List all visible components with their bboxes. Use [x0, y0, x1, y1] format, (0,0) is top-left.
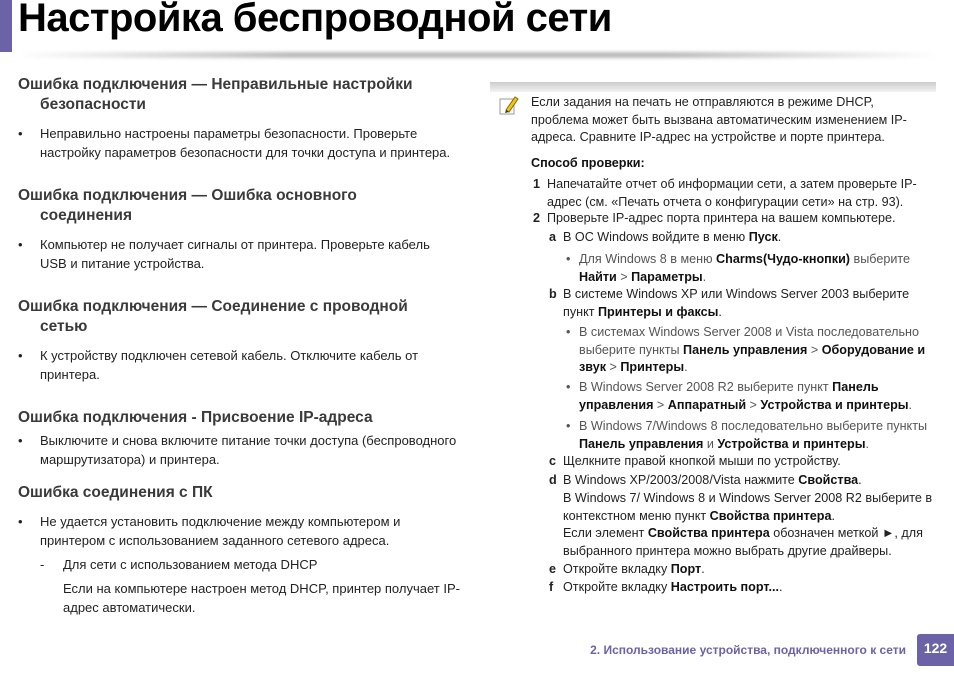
- ui-term: Панель управления: [579, 436, 704, 451]
- ui-term: Панель управления: [683, 342, 808, 357]
- step-marker: f: [549, 580, 554, 594]
- step-text: [563, 472, 936, 490]
- bullet-item: • Неправильно настроены параметры безопасности. Проверьте настройку параметров безопасности для точки доступа и принтера.: [18, 126, 451, 160]
- text-segment: .: [778, 580, 783, 594]
- step-text: [563, 286, 936, 321]
- step-text: [579, 418, 936, 453]
- pencil-note-icon: [498, 94, 520, 116]
- step-marker: c: [549, 454, 557, 468]
- step-marker: •: [566, 380, 571, 394]
- text-segment: Напечатайте отчет об информации сети, а затем проверьте IP-адрес (см. «Печать отчета о конфигурации сети» на стр. 93).: [547, 177, 917, 209]
- section-heading: Ошибка подключения — Соединение с проводной сетью: [18, 298, 408, 335]
- step-marker: •: [566, 325, 571, 339]
- text-segment: .: [701, 562, 705, 576]
- ui-term: Порт: [670, 562, 702, 576]
- text-segment: В Windows 7/ Windows 8 и Windows Server 2008 R2 выберите в контекстном меню пункт: [563, 491, 933, 523]
- ui-term: Аппаратный: [667, 397, 747, 412]
- ui-term: Оборудование и звук: [579, 342, 926, 374]
- step-item: [549, 453, 936, 471]
- text-segment: Для Windows 8 в меню: [579, 252, 717, 266]
- text-segment: выберите: [850, 252, 911, 266]
- step-marker: 1: [533, 177, 541, 191]
- step-marker: 2: [533, 211, 541, 225]
- text-segment: >: [606, 360, 621, 374]
- step-text: [563, 453, 936, 471]
- step-item: [566, 251, 936, 286]
- text-segment: .: [777, 230, 782, 244]
- step-item: [566, 379, 936, 414]
- section-heading: Ошибка подключения - Присвоение IP-адреса: [18, 409, 373, 426]
- text-segment: >: [746, 397, 761, 412]
- step-item: [549, 561, 936, 579]
- footer-chapter: 2. Использование устройства, подключенного к сети: [590, 643, 906, 657]
- step-marker: •: [566, 419, 571, 433]
- text-segment: .: [718, 304, 722, 319]
- page-title: Настройка беспроводной сети: [18, 0, 612, 40]
- ui-term: Настроить порт...: [670, 580, 779, 594]
- step-marker: b: [549, 287, 557, 301]
- step-item: [549, 472, 936, 490]
- step-text: [563, 229, 936, 247]
- ui-term: Параметры: [631, 269, 703, 284]
- text-segment: и: [703, 436, 718, 451]
- ui-term: Charms(Чудо-кнопки): [716, 252, 851, 266]
- text-segment: обозначен меткой ►, для выбранного принтера можно выбрать другие драйверы.: [563, 526, 923, 558]
- text-segment: В Windows XP/2003/2008/Vista нажмите: [563, 473, 799, 487]
- ui-term: Свойства: [798, 473, 859, 487]
- note-text: Если задания на печать не отправляются в режиме DHCP, проблема может быть вызвана автоматическим изменением IP-адреса. Сравните IP-адрес на устройстве и порте принтера.: [531, 95, 907, 144]
- step-item: [533, 210, 936, 228]
- ui-term: Принтеры и факсы: [598, 304, 719, 319]
- step-text: [579, 379, 936, 414]
- bullet-item: • Не удается установить подключение между компьютером и принтером с использованием заданного сетевого адреса.: [18, 514, 401, 548]
- step-text: [579, 324, 936, 377]
- note-header-bar: [490, 82, 936, 92]
- step-marker: e: [549, 562, 557, 576]
- text-segment: В ОС Windows войдите в меню: [563, 230, 749, 244]
- text-segment: .: [702, 269, 707, 284]
- step-marker: •: [566, 252, 571, 266]
- text-segment: В Windows 7/Windows 8 последовательно выберите пункты: [579, 419, 928, 433]
- step-marker: a: [549, 230, 557, 244]
- text-segment: >: [616, 269, 632, 284]
- step-item: [549, 286, 936, 321]
- text-segment: В Windows Server 2008 R2 выберите пункт: [579, 380, 833, 394]
- step-item: [533, 176, 936, 211]
- bullet-item: • Выключите и снова включите питание точки доступа (беспроводного маршрутизатора) и принтера.: [18, 433, 457, 467]
- page-number: 122: [917, 634, 954, 666]
- step-item: [566, 324, 936, 377]
- text-segment: Щелкните правой кнопкой мыши по устройству.: [563, 454, 841, 468]
- step-item: [549, 229, 936, 247]
- step-text: [563, 490, 936, 525]
- text-segment: >: [807, 342, 822, 357]
- text-segment: В системе Windows XP или Windows Server 2003 выберите пункт: [563, 287, 910, 319]
- title-accent-bar: [0, 0, 12, 52]
- text-segment: >: [653, 397, 668, 412]
- ui-term: Устройства и принтеры: [760, 397, 909, 412]
- ui-term: Панель управления: [579, 380, 879, 412]
- text-segment: Откройте вкладку: [563, 580, 671, 594]
- step-text: [547, 210, 936, 228]
- text-segment: Откройте вкладку: [563, 562, 671, 576]
- bullet-item: • Компьютер не получает сигналы от принтера. Проверьте кабель USB и питание устройства.: [18, 237, 430, 271]
- dash-item: - Для сети с использованием метода DHCP: [40, 557, 318, 572]
- text-segment: В системах Windows Server 2008 и Vista последовательно выберите пункты: [579, 325, 920, 357]
- section-heading: Ошибка соединения с ПК: [18, 484, 213, 501]
- step-text: [579, 251, 936, 286]
- step-item: [549, 579, 936, 597]
- ui-term: Устройства и принтеры: [717, 436, 866, 451]
- paragraph: Если на компьютере настроен метод DHCP, принтер получает IP-адрес автоматически.: [63, 581, 460, 615]
- step-text: [563, 561, 936, 579]
- ui-term: Пуск: [748, 230, 778, 244]
- ui-term: Свойства принтера: [647, 526, 770, 540]
- section-heading: Ошибка подключения — Неправильные настройки безопасности: [18, 76, 413, 113]
- step-item: [549, 490, 936, 525]
- text-segment: .: [858, 473, 862, 487]
- ui-term: Свойства принтера: [709, 508, 832, 523]
- method-label: Способ проверки:: [531, 156, 645, 170]
- step-text: [563, 525, 936, 560]
- ui-term: Принтеры: [620, 360, 685, 374]
- text-segment: .: [908, 397, 913, 412]
- section-heading: Ошибка подключения — Ошибка основного соединения: [18, 187, 357, 224]
- text-segment: .: [865, 436, 869, 451]
- text-segment: Если элемент: [563, 526, 648, 540]
- step-item: [566, 418, 936, 453]
- step-item: [549, 525, 936, 560]
- text-segment: .: [684, 360, 688, 374]
- step-marker: d: [549, 473, 557, 487]
- ui-term: Найти: [579, 269, 617, 284]
- text-segment: .: [831, 508, 835, 523]
- bullet-item: • К устройству подключен сетевой кабель. Отключите кабель от принтера.: [18, 348, 419, 382]
- step-text: [563, 579, 936, 597]
- step-text: [547, 176, 936, 211]
- title-divider: [18, 52, 938, 58]
- text-segment: Проверьте IP-адрес порта принтера на вашем компьютере.: [547, 211, 896, 225]
